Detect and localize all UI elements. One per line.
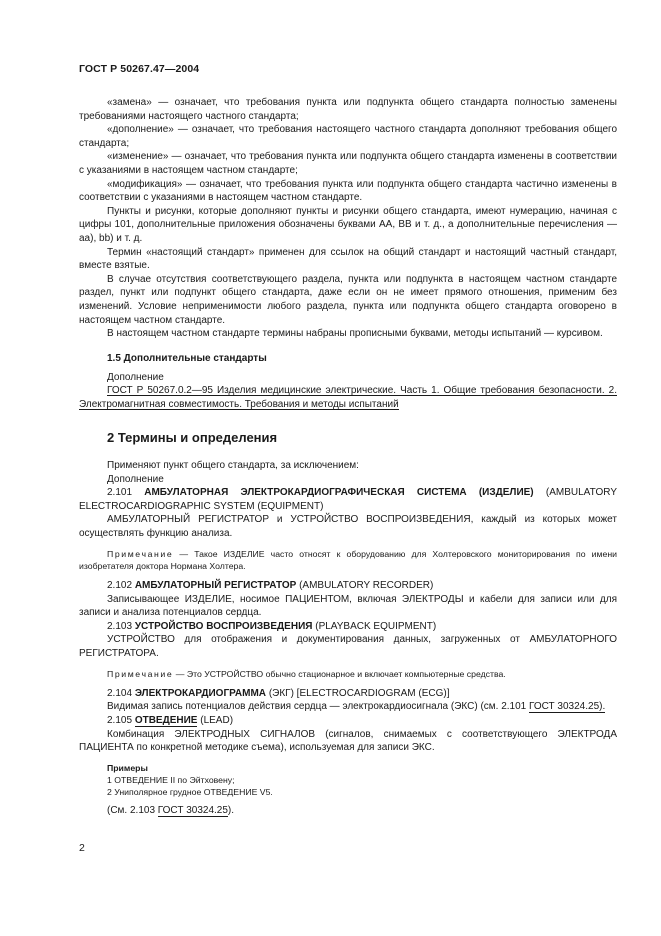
term-name: АМБУЛАТОРНЫЙ РЕГИСТРАТОР (134, 579, 297, 591)
definition-text: Видимая запись потенциалов действия сердца — электрокардиосигнала (ЭКС) (см. 2.101 (107, 701, 527, 713)
paragraph: «изменение» — означает, что требования пункта или подпункта общего стандарта изменены в соответствии с указаниями в настоящем частном стандарте; (79, 151, 617, 176)
note-text: — Такое ИЗДЕЛИЕ часто относят к оборудованию для Холтеровского мониторирования по имени изобретателя доктора Нормана Холтера. (79, 548, 617, 571)
page-number: 2 (79, 842, 85, 854)
section-2 (79, 459, 617, 818)
paragraph: В настоящем частном стандарте термины набраны прописными буквами, методы испытаний — курсивом. (107, 328, 603, 340)
definition: УСТРОЙСТВО для отображения и документирования данных, загруженных от АМБУЛАТОРНОГО РЕГИСТРАТОРА. (79, 634, 617, 659)
paragraph: В случае отсутствия соответствующего раздела, пункта или подпункта в настоящем частном стандарте раздел, пункт или подпункт общего стандарта, даже если он не имеет прямого отношения, применим без изменений. Условие неприменимости любого раздела, пункта или подпункта общего стандарта оговорено в настоящем частном стандарте. (79, 273, 617, 326)
paragraph: Пункты и рисунки, которые дополняют пункты и рисунки общего стандарта, имеют нумерацию, начиная с цифры 101, дополнительные приложения обозначены буквами АА, ВВ и т. д., а дополнительные перечисления — аа), bb) и т. д. (79, 205, 617, 244)
term-name: ОТВЕДЕНИЕ (134, 714, 198, 726)
note-label: Примечание (107, 668, 174, 679)
addition-label: Дополнение (107, 473, 164, 485)
term-number: 2.101 (107, 487, 133, 499)
standard-reference: ГОСТ 30324.25 (157, 805, 228, 817)
see-suffix: ). (227, 805, 235, 817)
example-item: 1 ОТВЕДЕНИЕ II по Эйтховену; (107, 774, 235, 785)
examples-label: Примеры (107, 762, 148, 773)
section-heading: 2 Термины и определения (107, 430, 278, 445)
term-name: АМБУЛАТОРНАЯ ЭЛЕКТРОКАРДИОГРАФИЧЕСКАЯ СИСТЕМА (ИЗДЕЛИЕ) (144, 487, 534, 499)
see-reference (107, 804, 617, 818)
term-2-101 (79, 486, 617, 513)
definition: Комбинация ЭЛЕКТРОДНЫХ СИГНАЛОВ (сигналов, снимаемых с соответствующего ЭЛЕКТРОДА ПАЦИЕНТА по конкретной методике съема), используемая для записи ЭКС. (79, 728, 617, 754)
paragraph: Термин «настоящий стандарт» применен для ссылок на общий стандарт и настоящий частный стандарт, вместе взятые. (79, 246, 617, 272)
note-label: Примечание (107, 548, 174, 559)
paragraph: «замена» — означает, что требования пункта или подпункта общего стандарта полностью заменены требованиями настоящего частного стандарта; (79, 97, 617, 122)
reference-text: ГОСТ Р 50267.0.2—95 Изделия медицинские электрические. Часть 1. Общие требования безопасности. 2. Электромагнитная совместимость. Требования и методы испытаний (79, 385, 617, 410)
term-2-105 (79, 714, 617, 728)
see-prefix: (См. 2.103 (107, 805, 156, 817)
term-english: (PLAYBACK EQUIPMENT) (315, 620, 437, 632)
section-1-5 (79, 352, 617, 411)
term-2-104 (79, 687, 617, 701)
note (79, 548, 617, 572)
definition (79, 700, 617, 714)
term-number: 2.105 (107, 714, 133, 726)
addition-label: Дополнение (107, 371, 164, 383)
section-heading: 1.5 Дополнительные стандарты (107, 353, 267, 364)
term-name: ЭЛЕКТРОКАРДИОГРАММА (134, 687, 267, 699)
term-2-102 (79, 579, 617, 593)
term-name: УСТРОЙСТВО ВОСПРОИЗВЕДЕНИЯ (134, 620, 313, 632)
example-item: 2 Униполярное грудное ОТВЕДЕНИЕ V5. (107, 787, 273, 798)
note-text: — Это УСТРОЙСТВО обычно стационарное и включает компьютерные средства. (175, 668, 506, 679)
term-english: (AMBULATORY ELECTROCARDIOGRAPHIC SYSTEM (EQUIPMENT) (79, 487, 617, 512)
paragraph: Применяют пункт общего стандарта, за исключением: (107, 460, 359, 471)
term-number: 2.103 (107, 620, 133, 632)
reference-standard (79, 384, 617, 411)
definition: Записывающее ИЗДЕЛИЕ, носимое ПАЦИЕНТОМ, включая ЭЛЕКТРОДЫ и кабели для записи или для записи и анализа потенциалов сердца. (79, 593, 617, 619)
term-english: (AMBULATORY RECORDER) (299, 579, 434, 591)
term-number: 2.102 (107, 579, 133, 591)
definition: АМБУЛАТОРНЫЙ РЕГИСТРАТОР и УСТРОЙСТВО ВОСПРОИЗВЕДЕНИЯ, каждый из которых может осуществлять функцию анализа. (79, 514, 617, 539)
document-header: ГОСТ Р 50267.47—2004 (79, 63, 200, 75)
note (79, 668, 617, 680)
term-2-103 (79, 620, 617, 634)
term-english: (ЭКГ) [ELECTROCARDIOGRAM (ECG)] (268, 687, 450, 699)
term-english: (LEAD) (200, 714, 234, 726)
intro-section (79, 96, 617, 341)
paragraph: «модификация» — означает, что требования пункта или подпункта общего стандарта частично изменены в соответствии с указаниями в настоящем частном стандарте. (79, 178, 617, 204)
paragraph: «дополнение» — означает, что требования настоящего частного стандарта дополняют требования общего стандарта; (79, 124, 617, 149)
term-number: 2.104 (107, 687, 133, 699)
standard-reference: ГОСТ 30324.25). (529, 701, 606, 713)
